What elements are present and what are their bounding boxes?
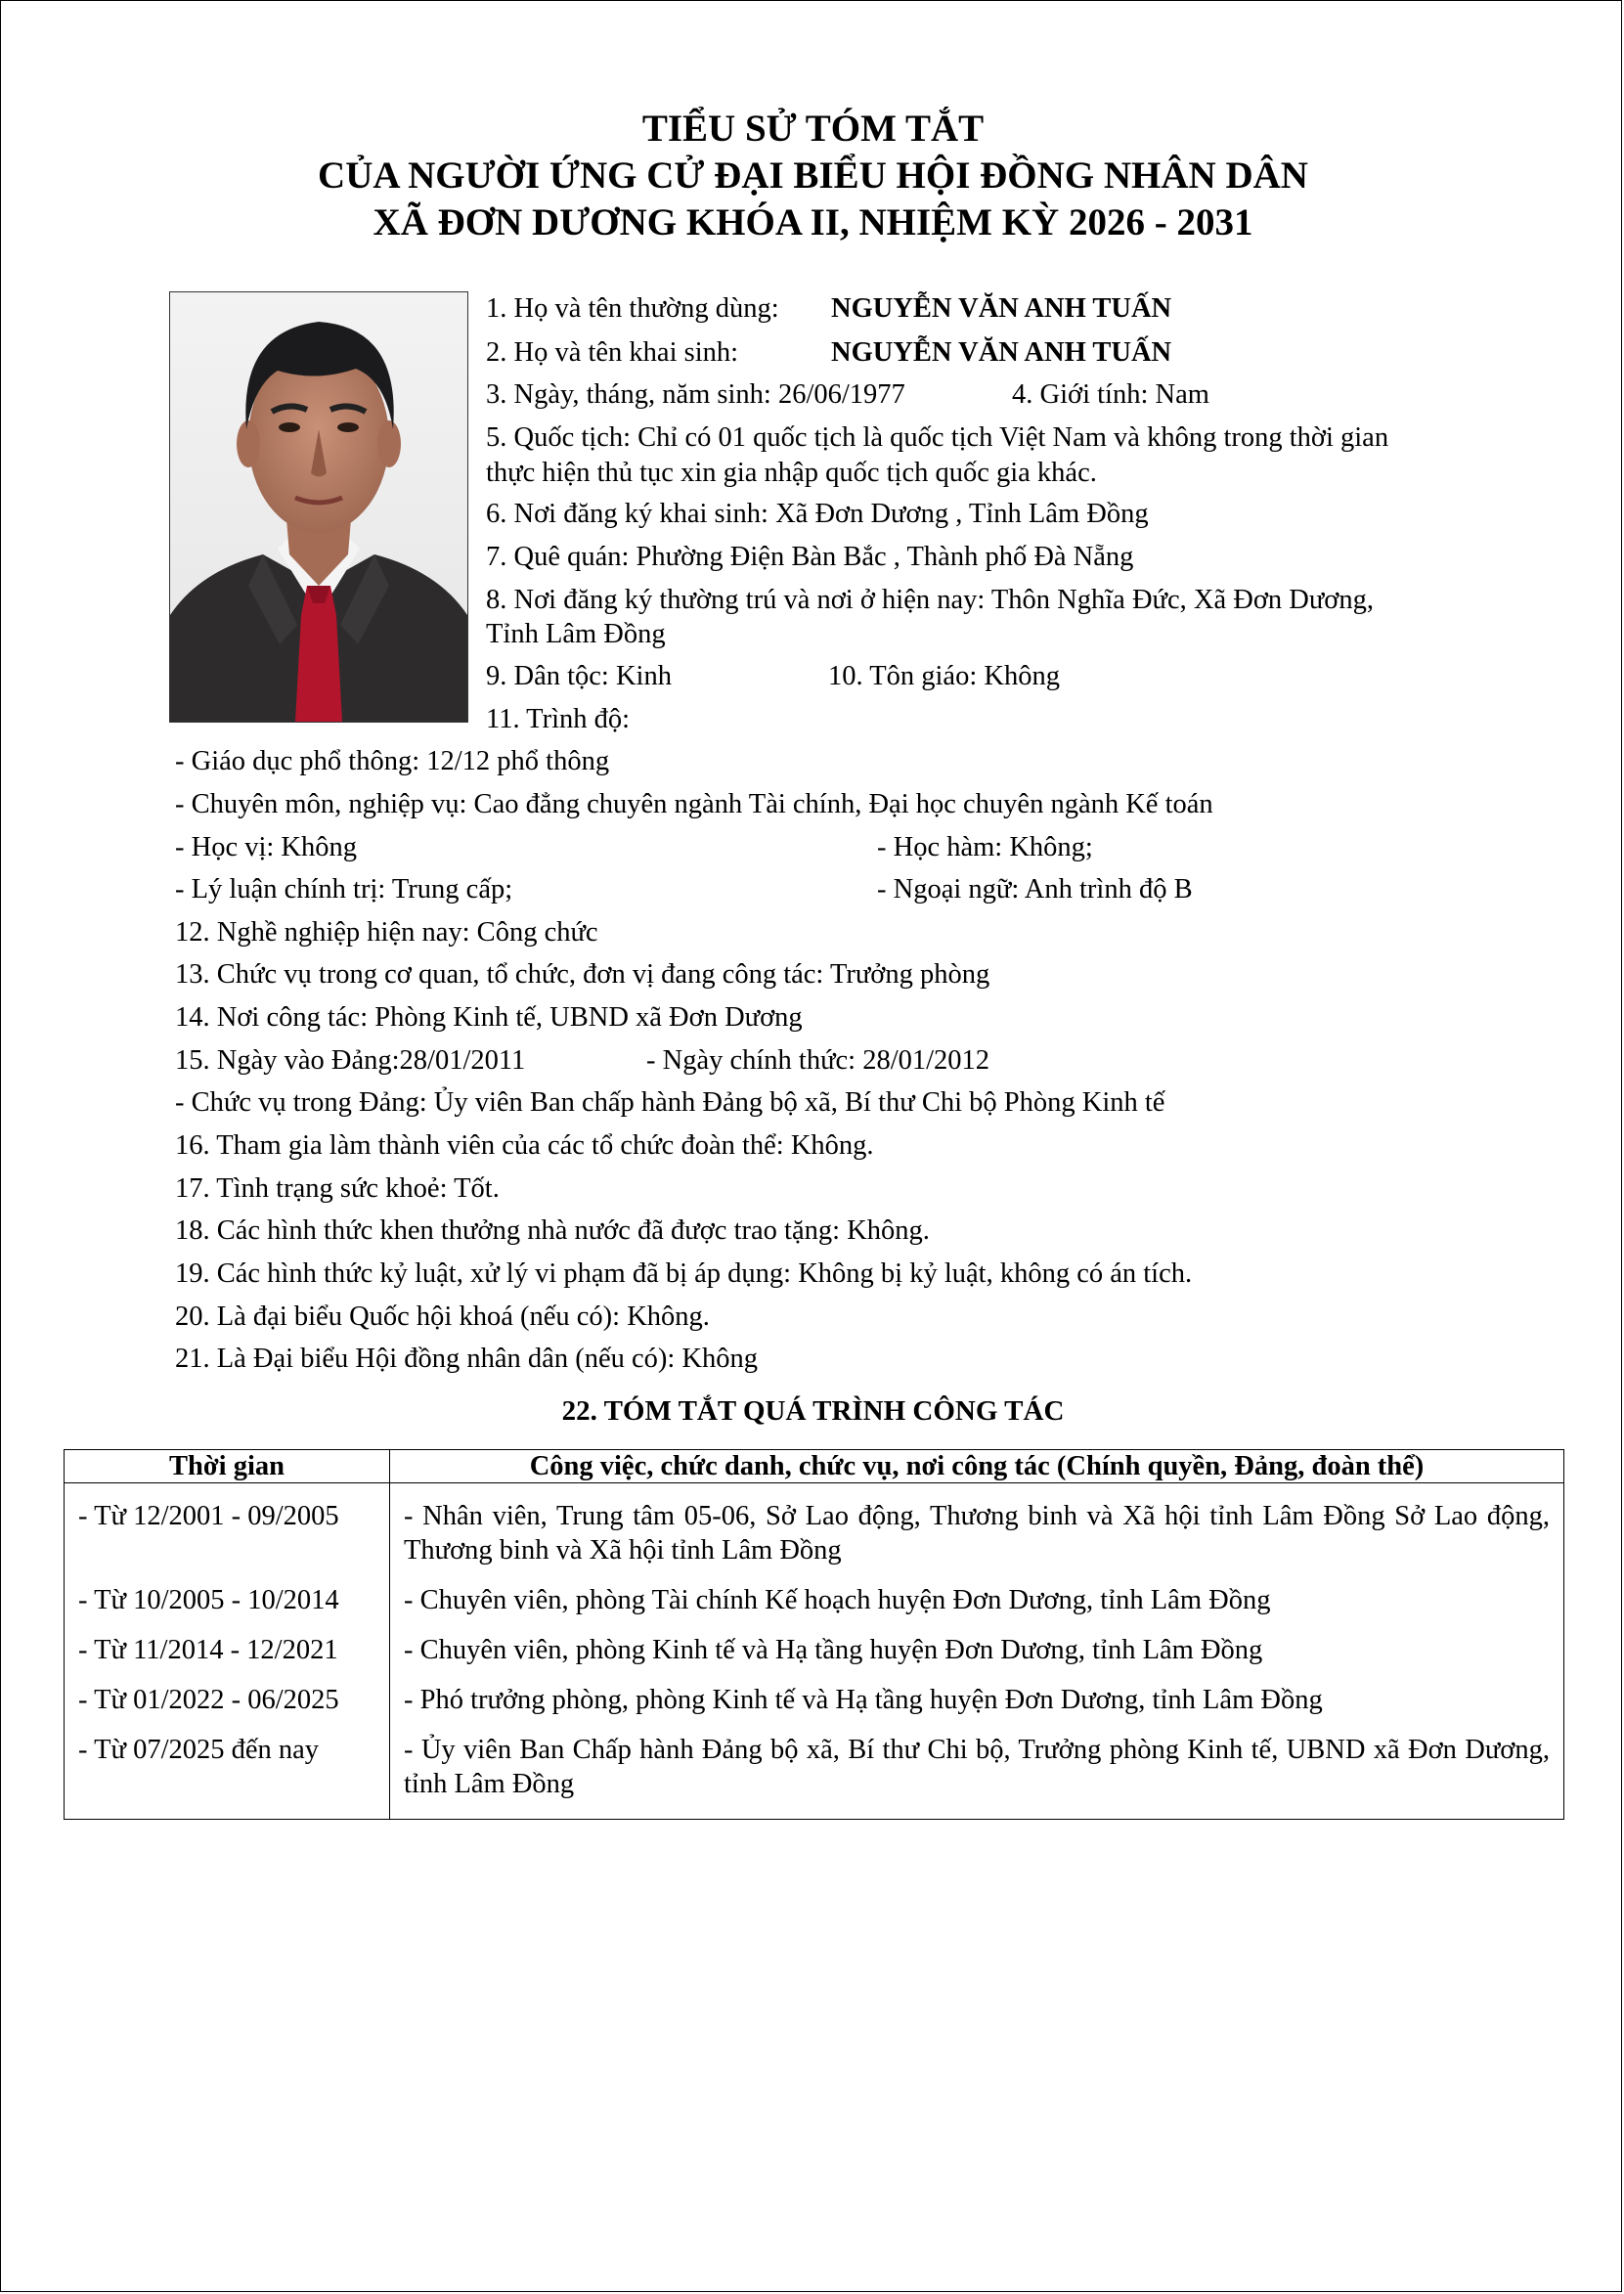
field-health: 17. Tình trạng sức khoẻ: Tốt. [175, 1173, 500, 1204]
field-academic-title: - Học hàm: Không; [877, 832, 1093, 862]
row-time: - Từ 01/2022 - 06/2025 [78, 1685, 339, 1715]
row-description: - Phó trưởng phòng, phòng Kinh tế và Hạ tầng huyện Đơn Dương, tỉnh Lâm Đồng [404, 1685, 1323, 1715]
row-time: - Từ 11/2014 - 12/2021 [78, 1635, 338, 1665]
table-header-row [65, 1450, 1564, 1483]
field-common-name-label: 1. Họ và tên thường dùng: [486, 293, 779, 324]
field-party-position: - Chức vụ trong Đảng: Ủy viên Ban chấp hành Đảng bộ xã, Bí thư Chi bộ Phòng Kinh tế [175, 1087, 1165, 1118]
field-education-heading: 11. Trình độ: [486, 704, 631, 734]
column-header-time: Thời gian [65, 1450, 390, 1483]
row-time: - Từ 12/2001 - 09/2005 [78, 1501, 339, 1531]
field-peoples-council: 21. Là Đại biểu Hội đồng nhân dân (nếu có): Không [175, 1344, 758, 1374]
field-foreign-language: - Ngoại ngữ: Anh trình độ B [877, 874, 1193, 904]
field-common-name-value: NGUYỄN VĂN ANH TUẤN [831, 293, 1172, 324]
field-party-join-date: 15. Ngày vào Đảng:28/01/2011 [175, 1045, 526, 1076]
field-residence-cont: Tỉnh Lâm Đồng [486, 619, 666, 649]
field-birth-name-value: NGUYỄN VĂN ANH TUẤN [831, 337, 1172, 368]
table-row [65, 1617, 1564, 1667]
row-description: - Ủy viên Ban Chấp hành Đảng bộ xã, Bí thư Chi bộ, Trưởng phòng Kinh tế, UBND xã Đơn Dương, tỉnh Lâm Đồng [404, 1735, 1550, 1799]
field-hometown: 7. Quê quán: Phường Điện Bàn Bắc , Thành phố Đà Nẵng [486, 542, 1134, 572]
field-party-official-date: - Ngày chính thức: 28/01/2012 [646, 1045, 990, 1076]
field-birthdate: 3. Ngày, tháng, năm sinh: 26/06/1977 [486, 379, 905, 410]
field-discipline: 19. Các hình thức kỷ luật, xử lý vi phạm đã bị áp dụng: Không bị kỷ luật, không có án tích. [175, 1258, 1193, 1289]
field-ethnicity: 9. Dân tộc: Kinh [486, 661, 672, 691]
document-title: TIỂU SỬ TÓM TẮT [641, 108, 985, 150]
field-birth-registration: 6. Nơi đăng ký khai sinh: Xã Đơn Dương , Tỉnh Lâm Đồng [486, 499, 1149, 529]
field-general-education: - Giáo dục phổ thông: 12/12 phổ thông [175, 746, 610, 776]
field-occupation: 12. Nghề nghiệp hiện nay: Công chức [175, 917, 598, 948]
row-description: - Chuyên viên, phòng Kinh tế và Hạ tầng huyện Đơn Dương, tỉnh Lâm Đồng [404, 1635, 1263, 1665]
row-time: - Từ 07/2025 đến nay [78, 1735, 320, 1765]
field-nationality-cont: thực hiện thủ tục xin gia nhập quốc tịch quốc gia khác. [486, 458, 1097, 488]
field-political-theory: - Lý luận chính trị: Trung cấp; [175, 874, 513, 904]
field-workplace: 14. Nơi công tác: Phòng Kinh tế, UBND xã Đơn Dương [175, 1002, 803, 1033]
row-description: - Nhân viên, Trung tâm 05-06, Sở Lao động, Thương binh và Xã hội tỉnh Lâm Đồng Sở Lao động, Thương binh và Xã hội tỉnh Lâm Đồng [404, 1501, 1550, 1566]
work-history-table [64, 1449, 1564, 1820]
field-national-assembly: 20. Là đại biểu Quốc hội khoá (nếu có): Không. [175, 1301, 710, 1332]
table-row [65, 1667, 1564, 1717]
field-birth-name-label: 2. Họ và tên khai sinh: [486, 337, 739, 368]
field-awards: 18. Các hình thức khen thưởng nhà nước đã được trao tặng: Không. [175, 1215, 930, 1246]
work-history-title: 22. TÓM TẮT QUÁ TRÌNH CÔNG TÁC [561, 1395, 1065, 1427]
table-row [65, 1717, 1564, 1820]
row-description: - Chuyên viên, phòng Tài chính Kế hoạch huyện Đơn Dương, tỉnh Lâm Đồng [404, 1585, 1271, 1615]
table-row [65, 1483, 1564, 1568]
document-subtitle-term: XÃ ĐƠN DƯƠNG KHÓA II, NHIỆM KỲ 2026 - 2031 [373, 201, 1253, 243]
portrait-photo [169, 291, 468, 723]
field-religion: 10. Tôn giáo: Không [828, 661, 1060, 691]
field-position: 13. Chức vụ trong cơ quan, tổ chức, đơn vị đang công tác: Trưởng phòng [175, 959, 990, 990]
field-residence: 8. Nơi đăng ký thường trú và nơi ở hiện nay: Thôn Nghĩa Đức, Xã Đơn Dương, [486, 585, 1374, 615]
field-specialization: - Chuyên môn, nghiệp vụ: Cao đẳng chuyên ngành Tài chính, Đại học chuyên ngành Kế toán [175, 789, 1213, 819]
field-degree: - Học vị: Không [175, 832, 358, 862]
table-row [65, 1567, 1564, 1617]
document-subtitle: CỦA NGƯỜI ỨNG CỬ ĐẠI BIỂU HỘI ĐỒNG NHÂN DÂN [318, 154, 1308, 197]
column-header-description: Công việc, chức danh, chức vụ, nơi công tác (Chính quyền, Đảng, đoàn thể) [390, 1450, 1564, 1483]
field-organizations: 16. Tham gia làm thành viên của các tổ chức đoàn thể: Không. [175, 1130, 874, 1161]
field-gender: 4. Giới tính: Nam [1012, 379, 1209, 410]
row-time: - Từ 10/2005 - 10/2014 [78, 1585, 339, 1615]
field-nationality: 5. Quốc tịch: Chỉ có 01 quốc tịch là quốc tịch Việt Nam và không trong thời gian [486, 422, 1389, 453]
